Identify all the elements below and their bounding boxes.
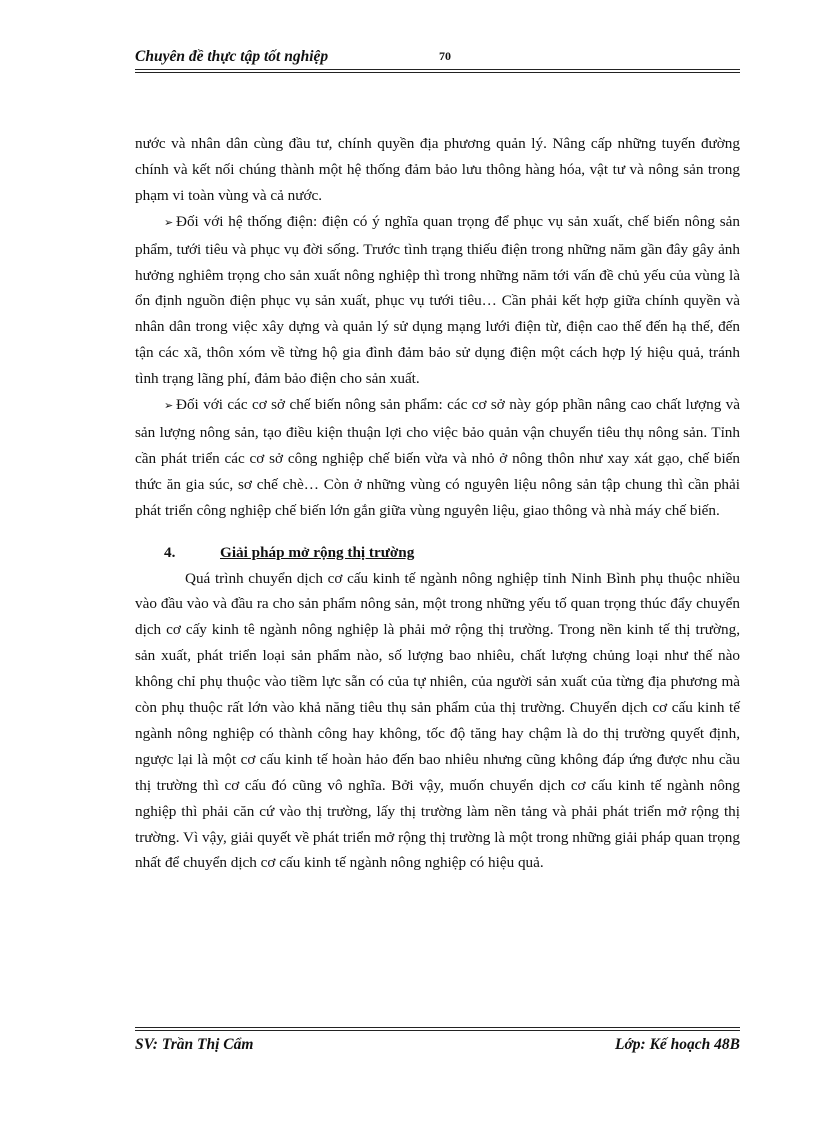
footer-rule [135,1027,740,1028]
paragraph: nước và nhân dân cùng đầu tư, chính quyền địa phương quản lý. Nâng cấp những tuyến đường chính và kết nối chúng thành một hệ thống đảm bảo lưu thông hàng hóa, vật tư và nông sản trong phạm vi toàn vùng và cả nước. [135,135,740,204]
section-number: 4. [164,543,176,561]
footer-rule-secondary [135,1030,740,1031]
document-body [135,131,740,876]
header-title: Chuyên đề thực tập tốt nghiệp [135,48,329,65]
bullet-item-electricity [135,209,740,392]
page-header [135,48,740,70]
header-rule-secondary [135,72,740,73]
footer-class: Lớp: Kế hoạch 48B [615,1036,740,1053]
section-title: Giải pháp mở rộng thị trường [220,543,415,561]
arrow-bullet-icon: ➢ [164,216,174,229]
arrow-bullet-icon: ➢ [164,400,174,413]
footer-student: SV: Trần Thị Cẩm [135,1036,254,1053]
paragraph: Quá trình chuyển dịch cơ cấu kinh tế ngành nông nghiệp tỉnh Ninh Bình phụ thuộc nhiều vào đầu vào và đầu ra cho sản phẩm nông sản, một trong những yếu tố quan trọng thúc đẩy chuyển dịch cơ cấy kinh tê ngành nông nghiệp là phải mở rộng thị trường. Trong nền kinh tế thị trường, sản xuất, phát triển loại sản phẩm nào, số lượng bao nhiêu, chất lượng chủng loại như thế nào không chỉ phụ thuộc vào tiềm lực sẵn có của tự nhiên, của người sản xuất của từng địa phương mà còn phụ thuộc rất lớn vào khả năng tiêu thụ sản phẩm của thị trường. Chuyển dịch cơ cấu kinh tế ngành nông nghiệp có thành công hay không, tốc độ tăng hay chậm là do thị trường quyết định, ngược lại là một cơ cấu kinh tế hoàn hảo đến bao nhiêu nhưng cũng không đáp ứng được nhu cầu thị trường thì cơ cấu đó cũng vô nghĩa. Bởi vậy, muốn chuyển dịch cơ cấu kinh tế ngành nông nghiệp thì phải căn cứ vào thị trường, lấy thị trường làm nền tảng và phải phát triển mở rộng thị trường. Vì vậy, giải quyết về phát triển mở rộng thị trường là một trong những giải pháp quan trọng nhất để chuyển dịch cơ cấu kinh tế ngành nông nghiệp có hiệu quả. [135,569,740,872]
section-heading [135,540,740,566]
page-number: 70 [439,49,451,63]
bullet-text: Đối với các cơ sở chế biến nông sản phẩm: các cơ sở này góp phần nâng cao chất lượng và sản lượng nông sản, tạo điều kiện thuận lợi cho việc bảo quản vận chuyển tiêu thụ nông sản. Tỉnh cần phát triển các cơ sở công nghiệp chế biến vừa và nhỏ ở nông thôn như xay xát gạo, chế biến thức ăn gia súc, sơ chế chè… Còn ở những vùng có nguyên liệu nông sản tập chung thì cần phải phát triển công nghiệp chế biến lớn gắn giữa vùng nguyên liệu, giao thông và nhà máy chế biến. [135,396,740,519]
bullet-item-processing [135,392,740,524]
bullet-text: Đối với hệ thống điện: điện có ý nghĩa quan trọng để phục vụ sản xuất, chế biến nông sản phẩm, tưới tiêu và phục vụ đời sống. Trước tình trạng thiếu điện trong những năm gần đây gây ảnh hưởng nghiêm trọng cho sản xuất nông nghiệp thì trong những năm tới vấn đề chủ yếu của vùng là ổn định nguồn điện phục vụ sản xuất, phục vụ tưới tiêu… Cần phải kết hợp giữa chính quyền và nhân dân trong việc xây dựng và quản lý sử dụng mạng lưới điện từ, điện cao thế đến hạ thế, đến tận các xã, thôn xóm về từng hộ gia đình đảm bảo sử dụng điện một cách hợp lý hiệu quả, tránh tình trạng lãng phí, đảm bảo điện cho sản xuất. [135,212,740,388]
header-rule [135,69,740,70]
